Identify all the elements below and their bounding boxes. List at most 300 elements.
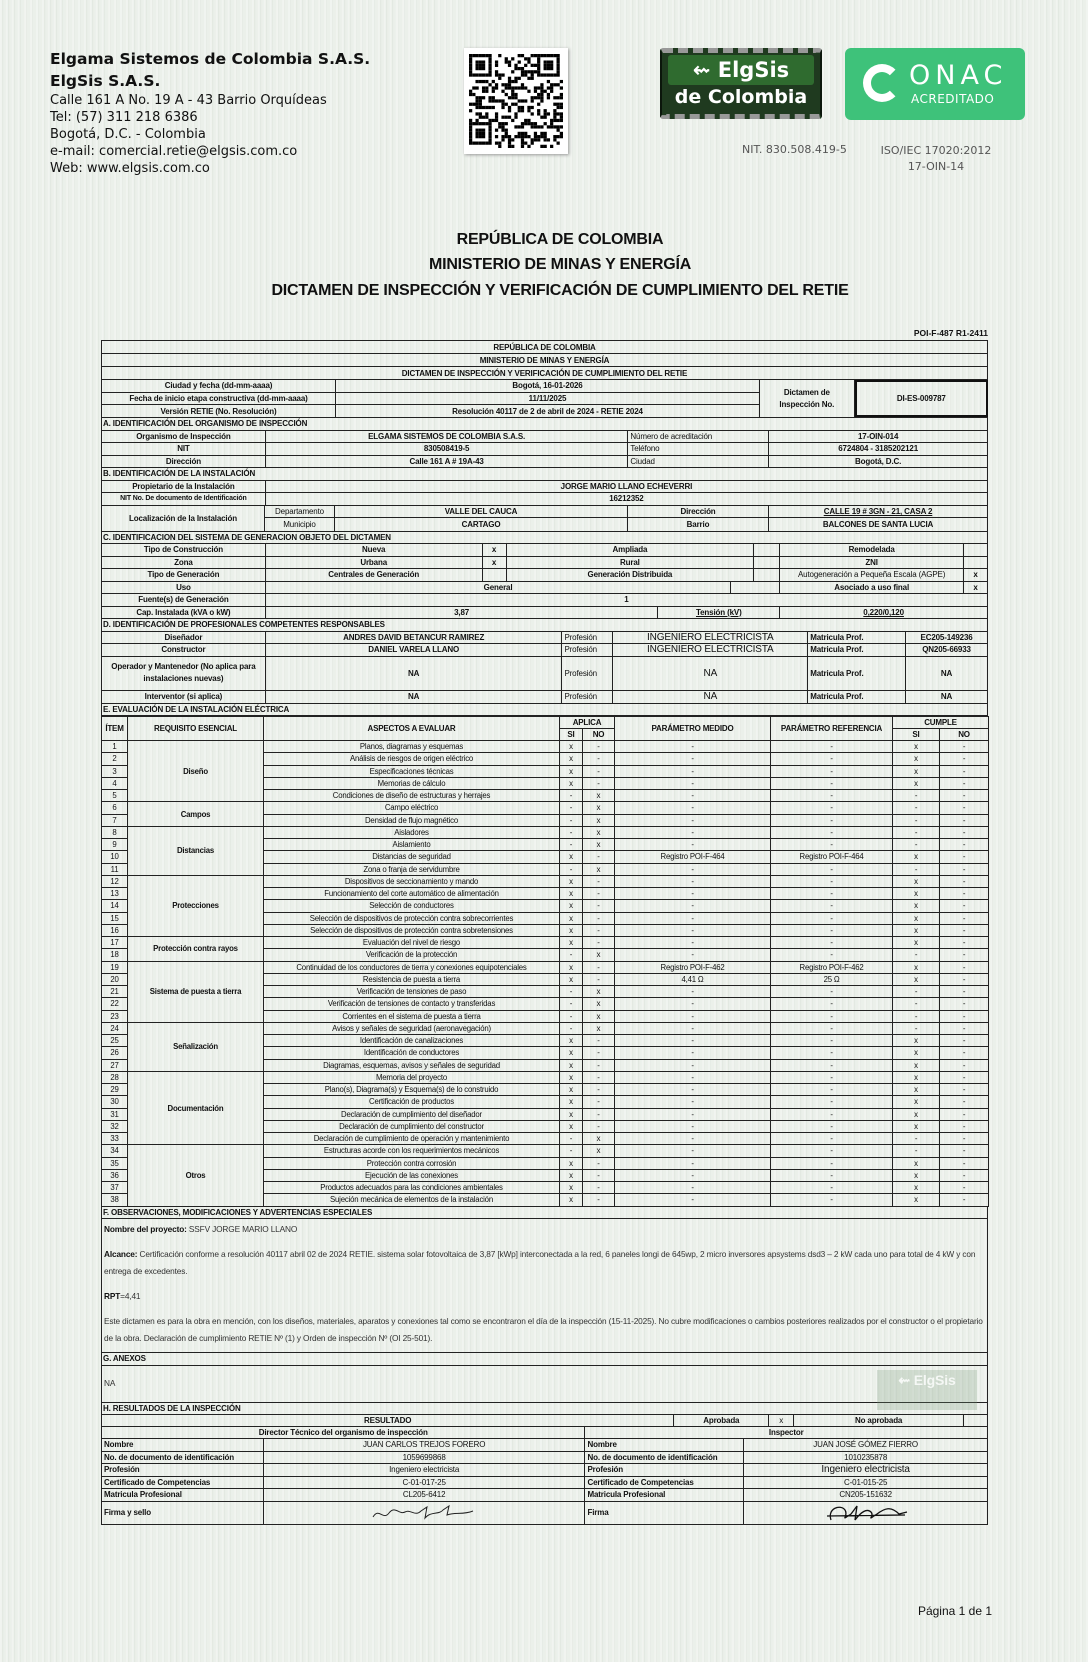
reference: -: [771, 777, 893, 789]
measured: -: [615, 790, 771, 802]
measured: -: [615, 888, 771, 900]
field-label: NIT: [102, 443, 266, 455]
field-label: Profesión: [102, 1464, 264, 1476]
item-number: 14: [102, 900, 128, 912]
option-mark: x: [483, 544, 507, 556]
aspect: Declaración de cumplimiento del constructor: [264, 1120, 560, 1132]
evaluation-row: [102, 1145, 989, 1157]
approved-checkbox: x: [769, 1415, 794, 1426]
aspect: Productos adecuados para las condiciones ambientales: [264, 1182, 560, 1194]
field-label: Dirección: [102, 456, 266, 468]
disclaimer-text: Este dictamen es para la obra en mención, con los diseños, materiales, aparatos y conexiones tal como se encontraron el día de la inspección (15-11-2025). No cubre modificaciones o cambios posteriores realizados por el constructor o el propietario de la obra. Declaración de cumplimiento RETIE Nº (1) y Orden de inspección Nº (OI 25-501).: [104, 1316, 983, 1343]
measured: Registro POI-F-464: [615, 851, 771, 863]
section-d-title: D. IDENTIFICACIÓN DE PROFESIONALES COMPETENTES RESPONSABLES: [102, 619, 988, 631]
complies-yes: x: [893, 1157, 940, 1169]
measured: -: [615, 937, 771, 949]
professional-row: [102, 632, 988, 645]
applies-no: -: [583, 765, 615, 777]
aspect: Identificación de canalizaciones: [264, 1035, 560, 1047]
option-label: Centrales de Generación: [266, 569, 483, 581]
complies-no: -: [940, 900, 989, 912]
item-number: 5: [102, 790, 128, 802]
aspect: Aislamiento: [264, 839, 560, 851]
evaluation-row: [102, 1071, 989, 1083]
complies-no: -: [940, 998, 989, 1010]
rpt-value: =4,41: [120, 1291, 141, 1301]
complies-yes: -: [893, 814, 940, 826]
applies-no: -: [583, 777, 615, 789]
measured: -: [615, 986, 771, 998]
field-label: Matricula Profesional: [102, 1489, 264, 1501]
professional-name: NA: [266, 691, 563, 703]
professional-row: [102, 691, 988, 704]
item-number: 33: [102, 1133, 128, 1145]
field-label: Fuente(s) de Generación: [102, 594, 266, 606]
field-label: Uso: [102, 582, 266, 594]
reference: -: [771, 1022, 893, 1034]
item-number: 16: [102, 924, 128, 936]
voltage-value: 0,220/0,120: [780, 607, 988, 619]
applies-no: x: [583, 802, 615, 814]
applies-no: -: [583, 1071, 615, 1083]
reference: 25 Ω: [771, 973, 893, 985]
applies-no: x: [583, 1010, 615, 1022]
applies-yes: x: [560, 937, 583, 949]
evaluation-row: [102, 802, 989, 814]
applies-no: x: [583, 863, 615, 875]
requirement-group: Otros: [128, 1145, 264, 1206]
section-f-title: F. OBSERVACIONES, MODIFICACIONES Y ADVERTENCIAS ESPECIALES: [102, 1207, 988, 1219]
applies-yes: x: [560, 973, 583, 985]
applies-yes: x: [560, 912, 583, 924]
department-value: VALLE DEL CAUCA: [335, 506, 628, 518]
professional-row: [102, 657, 988, 691]
complies-no: -: [940, 826, 989, 838]
section-b-title: B. IDENTIFICACIÓN DE LA INSTALACIÓN: [102, 468, 988, 480]
measured: -: [615, 863, 771, 875]
inspector-field-value: JUAN JOSÉ GÓMEZ FIERRO: [744, 1439, 988, 1451]
option-mark: [754, 569, 780, 581]
measured: -: [615, 875, 771, 887]
reference: -: [771, 1010, 893, 1022]
item-number: 1: [102, 741, 128, 753]
complies-yes: x: [893, 961, 940, 973]
applies-yes: x: [560, 888, 583, 900]
item-number: 6: [102, 802, 128, 814]
doc-title-3: DICTAMEN DE INSPECCIÓN Y VERIFICACIÓN DE CUMPLIMIENTO DEL RETIE: [271, 282, 849, 299]
form-row: [102, 1489, 988, 1502]
field-label: No. de documento de identificación: [585, 1452, 744, 1464]
aspect: Declaración de cumplimiento del diseñador: [264, 1108, 560, 1120]
letterhead: [50, 48, 370, 177]
applies-no: -: [583, 1182, 615, 1194]
profession-value: NA: [613, 691, 808, 703]
applies-no: x: [583, 814, 615, 826]
applies-yes: -: [560, 986, 583, 998]
aspect: Zona o franja de servidumbre: [264, 863, 560, 875]
applies-yes: x: [560, 741, 583, 753]
field-value: Bogotá, D.C.: [769, 456, 988, 468]
company-phone: Tel: (57) 311 218 6386: [50, 110, 198, 125]
applies-yes: x: [560, 900, 583, 912]
option-label: ZNI: [780, 557, 964, 569]
measured: -: [615, 900, 771, 912]
director-field-value: Ingeniero electricista: [264, 1464, 586, 1476]
professional-name: NA: [266, 657, 563, 690]
registration-value: QN205-66933: [906, 644, 988, 656]
complies-yes: x: [893, 1120, 940, 1132]
complies-yes: x: [893, 765, 940, 777]
field-label: Firma y sello: [102, 1502, 264, 1524]
complies-yes: -: [893, 790, 940, 802]
applies-no: -: [583, 900, 615, 912]
municipality-value: CARTAGO: [335, 518, 628, 531]
scope-text: Certificación conforme a resolución 40117 abril 02 de 2024 RETIE. sistema solar fotovoltaica de 3,87 [kWp] interconectada a la red, 6 paneles longi de 645wp, 2 micro inversores apsystems dsd3 – 2 kW cada uno para total de 4 kW y con entrega de excedentes.: [104, 1249, 976, 1276]
evaluation-row: [102, 961, 989, 973]
qr-code-icon: [469, 53, 563, 149]
director-field-value: 1059699868: [264, 1452, 586, 1464]
role-label: Interventor (si aplica): [102, 691, 266, 703]
applies-yes: x: [560, 1047, 583, 1059]
field-label: Profesión: [562, 657, 613, 690]
form-row: [102, 1439, 988, 1452]
applies-yes: x: [560, 765, 583, 777]
measured: -: [615, 1120, 771, 1132]
field-value: 6724804 - 3185202121: [769, 443, 988, 455]
field-label: Zona: [102, 557, 266, 569]
company-address: Calle 161 A No. 19 A - 43 Barrio Orquídeas: [50, 93, 327, 108]
applies-no: -: [583, 753, 615, 765]
company-web: Web: www.elgsis.com.co: [50, 161, 210, 176]
company-short-name: ElgSis S.A.S.: [50, 72, 161, 90]
option-label: Ampliada: [507, 544, 755, 556]
reference: -: [771, 826, 893, 838]
measured: -: [615, 924, 771, 936]
applies-no: x: [583, 949, 615, 961]
profession-value: NA: [613, 657, 808, 690]
applies-yes: x: [560, 1157, 583, 1169]
applies-yes: -: [560, 863, 583, 875]
form-code: POI-F-487 R1-2411: [913, 328, 988, 338]
complies-no: -: [940, 1084, 989, 1096]
item-number: 19: [102, 961, 128, 973]
complies-yes: -: [893, 1145, 940, 1157]
not-approved-checkbox: [964, 1415, 988, 1426]
aspect: Certificación de productos: [264, 1096, 560, 1108]
reference: -: [771, 863, 893, 875]
aspect: Densidad de flujo magnético: [264, 814, 560, 826]
col-item: ÍTEM: [102, 717, 128, 741]
complies-yes: x: [893, 912, 940, 924]
requirement-group: Documentación: [128, 1071, 264, 1145]
applies-yes: x: [560, 1071, 583, 1083]
form-row: [102, 443, 988, 456]
measured: 4,41 Ω: [615, 973, 771, 985]
field-label: Versión RETIE (No. Resolución): [102, 405, 336, 417]
requirement-group: Protecciones: [128, 875, 264, 936]
field-label: Matricula Prof.: [808, 644, 906, 656]
complies-no: -: [940, 863, 989, 875]
applies-no: -: [583, 1059, 615, 1071]
complies-no: -: [940, 802, 989, 814]
reference: -: [771, 1108, 893, 1120]
aspect: Plano(s), Diagrama(s) y Esquema(s) de lo construido: [264, 1084, 560, 1096]
complies-no: -: [940, 777, 989, 789]
item-number: 10: [102, 851, 128, 863]
measured: -: [615, 741, 771, 753]
applies-no: -: [583, 1047, 615, 1059]
applies-yes: x: [560, 1059, 583, 1071]
aspect: Verificación de tensiones de contacto y transferidas: [264, 998, 560, 1010]
option-label: Autogeneración a Pequeña Escala (AGPE): [780, 569, 964, 581]
requirement-group: Protección contra rayos: [128, 937, 264, 962]
field-label: Dirección: [628, 506, 769, 518]
field-value: ELGAMA SISTEMOS DE COLOMBIA S.A.S.: [266, 431, 629, 443]
reference: -: [771, 998, 893, 1010]
complies-yes: x: [893, 1169, 940, 1181]
field-label: Ciudad y fecha (dd-mm-aaaa): [102, 380, 336, 392]
applies-yes: x: [560, 1120, 583, 1132]
complies-no: -: [940, 1120, 989, 1132]
reference: -: [771, 839, 893, 851]
measured: -: [615, 912, 771, 924]
evaluation-row: [102, 937, 989, 949]
complies-yes: -: [893, 986, 940, 998]
complies-no: -: [940, 961, 989, 973]
item-number: 13: [102, 888, 128, 900]
item-number: 12: [102, 875, 128, 887]
section-h-title: H. RESULTADOS DE LA INSPECCIÓN: [102, 1403, 988, 1415]
measured: -: [615, 765, 771, 777]
form-row: [102, 569, 988, 582]
reference: -: [771, 1035, 893, 1047]
company-city: Bogotá, D.C. - Colombia: [50, 127, 206, 142]
field-value: Calle 161 A # 19A-43: [266, 456, 629, 468]
address-value: CALLE 19 # 3GN - 21, CASA 2: [769, 506, 988, 518]
col-complies-yes: SI: [893, 729, 940, 741]
applies-no: -: [583, 1084, 615, 1096]
applies-yes: x: [560, 1182, 583, 1194]
measured: -: [615, 1133, 771, 1145]
director-title: Director Técnico del organismo de inspección: [102, 1427, 585, 1439]
item-number: 36: [102, 1169, 128, 1181]
complies-yes: x: [893, 1071, 940, 1083]
measured: Registro POI-F-462: [615, 961, 771, 973]
reference: -: [771, 1157, 893, 1169]
aspect: Identificación de conductores: [264, 1047, 560, 1059]
applies-yes: x: [560, 1108, 583, 1120]
option-mark: x: [483, 557, 507, 569]
aspect: Continuidad de los conductores de tierra y conexiones equipotenciales: [264, 961, 560, 973]
complies-no: -: [940, 1096, 989, 1108]
option-mark: [754, 557, 780, 569]
inspection-form: [101, 340, 988, 1525]
field-label: Barrio: [628, 518, 769, 531]
applies-yes: x: [560, 1096, 583, 1108]
complies-yes: -: [893, 863, 940, 875]
applies-no: x: [583, 1022, 615, 1034]
col-reference: PARÁMETRO REFERENCIA: [771, 717, 893, 741]
company-name: Elgama Sistemos de Colombia S.A.S.: [50, 50, 371, 68]
item-number: 37: [102, 1182, 128, 1194]
applies-yes: -: [560, 1145, 583, 1157]
aspect: Campo eléctrico: [264, 802, 560, 814]
aspect: Memorias de cálculo: [264, 777, 560, 789]
applies-yes: x: [560, 1035, 583, 1047]
reference: -: [771, 765, 893, 777]
item-number: 38: [102, 1194, 128, 1206]
form-row: [102, 1452, 988, 1465]
reference: -: [771, 1145, 893, 1157]
retie-version-value: Resolución 40117 de 2 de abril de 2024 - RETIE 2024: [336, 405, 760, 417]
form-row: [102, 1464, 988, 1477]
complies-yes: x: [893, 1182, 940, 1194]
item-number: 32: [102, 1120, 128, 1132]
complies-no: -: [940, 814, 989, 826]
field-label: Teléfono: [628, 443, 769, 455]
evaluation-row: [102, 741, 989, 753]
qr-code[interactable]: [464, 48, 568, 154]
aspect: Condiciones de diseño de estructuras y herrajes: [264, 790, 560, 802]
project-name: SSFV JORGE MARIO LLANO: [186, 1224, 298, 1234]
field-label: Cap. Instalada (kVA o kW): [102, 607, 266, 619]
measured: -: [615, 1035, 771, 1047]
complies-yes: -: [893, 826, 940, 838]
complies-yes: -: [893, 839, 940, 851]
reference: -: [771, 741, 893, 753]
complies-no: -: [940, 1157, 989, 1169]
aspect: Selección de dispositivos de protección contra sobrecorrientes: [264, 912, 560, 924]
section-a-title: A. IDENTIFICACIÓN DEL ORGANISMO DE INSPECCIÓN: [102, 418, 988, 430]
inspector-field-value: 1010235878: [744, 1452, 988, 1464]
form-row: [102, 557, 988, 570]
signature-icon: [821, 1502, 911, 1524]
aspect: Avisos y señales de seguridad (aeronavegación): [264, 1022, 560, 1034]
reference: -: [771, 1194, 893, 1206]
applies-no: -: [583, 912, 615, 924]
option-label: Nueva: [266, 544, 483, 556]
reference: -: [771, 986, 893, 998]
field-label: Departamento: [265, 506, 335, 518]
applies-yes: -: [560, 790, 583, 802]
complies-yes: x: [893, 741, 940, 753]
applies-yes: -: [560, 826, 583, 838]
option-label: Generación Distribuida: [507, 569, 755, 581]
item-number: 8: [102, 826, 128, 838]
complies-no: -: [940, 912, 989, 924]
item-number: 4: [102, 777, 128, 789]
option-label: Urbana: [266, 557, 483, 569]
profession-value: INGENIERO ELECTRICISTA: [613, 644, 808, 656]
field-label: No. de documento de identificación: [102, 1452, 264, 1464]
reference: -: [771, 1182, 893, 1194]
reference: Registro POI-F-464: [771, 851, 893, 863]
registration-value: NA: [906, 657, 988, 690]
field-label: Profesión: [562, 644, 613, 656]
item-number: 11: [102, 863, 128, 875]
field-label: Profesión: [585, 1464, 744, 1476]
aspect: Evaluación del nivel de riesgo: [264, 937, 560, 949]
item-number: 23: [102, 1010, 128, 1022]
applies-yes: x: [560, 1169, 583, 1181]
item-number: 17: [102, 937, 128, 949]
item-number: 9: [102, 839, 128, 851]
complies-no: -: [940, 765, 989, 777]
complies-no: -: [940, 1194, 989, 1206]
aspect: Especificaciones técnicas: [264, 765, 560, 777]
applies-yes: x: [560, 924, 583, 936]
applies-yes: x: [560, 1084, 583, 1096]
complies-yes: -: [893, 1133, 940, 1145]
field-label: Tipo de Generación: [102, 569, 266, 581]
complies-no: -: [940, 986, 989, 998]
applies-no: -: [583, 924, 615, 936]
form-row: [102, 1477, 988, 1490]
applies-no: -: [583, 1169, 615, 1181]
complies-no: -: [940, 1071, 989, 1083]
complies-no: -: [940, 888, 989, 900]
section-c-title: C. IDENTIFICACION DEL SISTEMA DE GENERACION OBJETO DEL DICTAMEN: [102, 532, 988, 544]
applies-no: x: [583, 1133, 615, 1145]
applies-yes: -: [560, 802, 583, 814]
evaluation-row: [102, 875, 989, 887]
reference: -: [771, 1120, 893, 1132]
aspect: Sujeción mecánica de elementos de la instalación: [264, 1194, 560, 1206]
field-label: Propietario de la Instalación: [102, 481, 266, 493]
complies-yes: x: [893, 753, 940, 765]
registration-value: NA: [906, 691, 988, 703]
applies-yes: -: [560, 1022, 583, 1034]
applies-no: -: [583, 1035, 615, 1047]
requirement-group: Campos: [128, 802, 264, 827]
measured: -: [615, 1182, 771, 1194]
applies-yes: x: [560, 961, 583, 973]
owner-id-value: 16212352: [266, 493, 988, 505]
form-row: [102, 431, 988, 444]
form-row: [102, 544, 988, 557]
field-label: Profesión: [562, 691, 613, 703]
applies-yes: x: [560, 777, 583, 789]
field-value: 830508419-5: [266, 443, 629, 455]
item-number: 18: [102, 949, 128, 961]
option-mark: [964, 557, 988, 569]
role-label: Operador y Mantenedor (No aplica para instalaciones nuevas): [102, 657, 266, 690]
reference: -: [771, 937, 893, 949]
professional-row: [102, 644, 988, 657]
field-label: Certificado de Competencias: [102, 1477, 264, 1489]
field-label: Matricula Prof.: [808, 657, 906, 690]
measured: -: [615, 1084, 771, 1096]
applies-yes: x: [560, 1194, 583, 1206]
table-title: REPÚBLICA DE COLOMBIA: [102, 341, 988, 353]
field-label: Tensión (kV): [658, 607, 780, 619]
page-number: Página 1 de 1: [917, 1604, 992, 1618]
complies-yes: -: [893, 949, 940, 961]
field-label: Certificado de Competencias: [585, 1477, 744, 1489]
reference: -: [771, 802, 893, 814]
aspect: Memoria del proyecto: [264, 1071, 560, 1083]
city-date-value: Bogotá, 16-01-2026: [336, 380, 760, 392]
item-number: 28: [102, 1071, 128, 1083]
annexes: [102, 1366, 988, 1403]
blank-cell: [731, 582, 780, 594]
applies-no: -: [583, 875, 615, 887]
professional-name: ANDRES DAVID BETANCUR RAMIREZ: [266, 632, 563, 644]
requirement-group: Diseño: [128, 741, 264, 802]
applies-no: -: [583, 1120, 615, 1132]
complies-yes: x: [893, 1194, 940, 1206]
complies-no: -: [940, 1145, 989, 1157]
